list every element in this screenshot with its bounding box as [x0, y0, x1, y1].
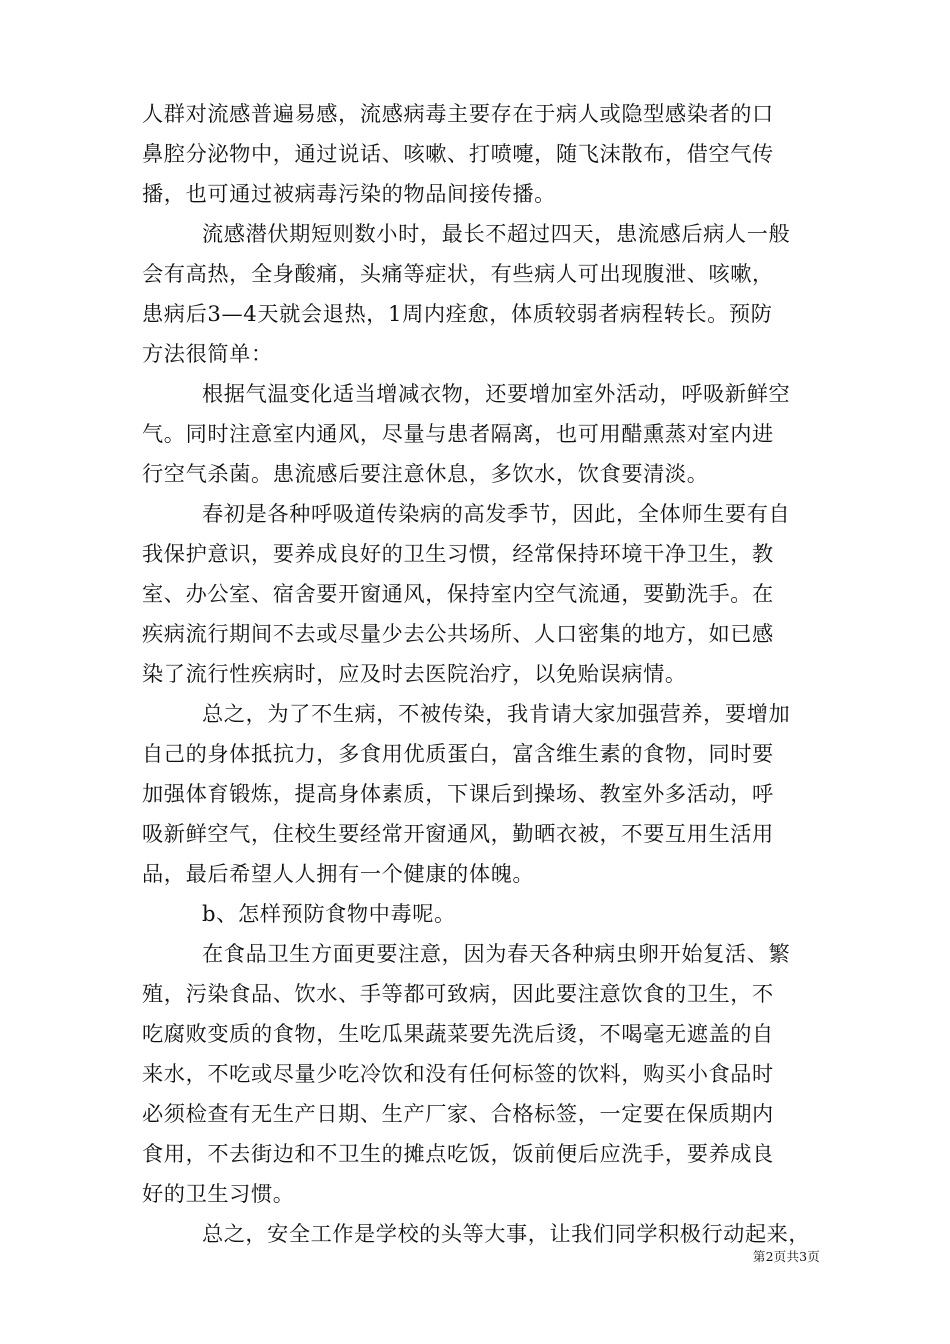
- paragraph: [142, 494, 810, 694]
- text-line: 室、办公室、宿舍要开窗通风，保持室内空气流通，要勤洗手。在: [142, 581, 774, 606]
- text-line: 染了流行性疾病时，应及时去医院治疗，以免贻误病情。: [142, 661, 687, 686]
- text-line: 鼻腔分泌物中，通过说话、咳嗽、打喷嚏，随飞沫散布，借空气传: [142, 141, 774, 166]
- document-body: [142, 94, 810, 1254]
- text-line: 食用，不去街边和不卫生的摊点吃饭，饭前便后应洗手，要养成良: [142, 1141, 774, 1166]
- text-line: 会有高热，全身酸痛，头痛等症状，有些病人可出现腹泄、咳嗽，: [142, 261, 774, 286]
- paragraph: [142, 934, 810, 1214]
- paragraph: [142, 694, 810, 894]
- text-line: 来水，不吃或尽量少吃冷饮和没有任何标签的饮料，购买小食品时: [142, 1061, 774, 1086]
- text-line: 流感潜伏期短则数小时，最长不超过四天，患流感后病人一般: [202, 221, 791, 246]
- text-line: 患病后3—4天就会退热，1周内痊愈，体质较弱者病程转长。预防: [142, 301, 773, 326]
- text-line: 根据气温变化适当增减衣物，还要增加室外活动，呼吸新鲜空: [202, 381, 791, 406]
- text-line: 气。同时注意室内通风，尽量与患者隔离，也可用醋熏蒸对室内进: [142, 421, 774, 446]
- text-line: 吃腐败变质的食物，生吃瓜果蔬菜要先洗后烫，不喝毫无遮盖的自: [142, 1021, 774, 1046]
- text-line: 疾病流行期间不去或尽量少去公共场所、人口密集的地方，如已感: [142, 621, 774, 646]
- paragraph: [142, 214, 810, 374]
- text-line: 行空气杀菌。患流感后要注意休息，多饮水，饮食要清淡。: [142, 461, 709, 486]
- text-line: 加强体育锻炼，提高身体素质，下课后到操场、教室外多活动，呼: [142, 781, 774, 806]
- text-line: 我保护意识，要养成良好的卫生习惯，经常保持环境干净卫生，教: [142, 541, 774, 566]
- text-line: 好的卫生习惯。: [142, 1181, 295, 1206]
- text-line: 总之，为了不生病，不被传染，我肯请大家加强营养，要增加: [202, 701, 791, 726]
- page-number: 第2页共3页: [752, 1249, 820, 1264]
- text-line: 吸新鲜空气，住校生要经常开窗通风，勤晒衣被，不要互用生活用: [142, 821, 774, 846]
- text-line: b、怎样预防食物中毒呢。: [202, 901, 456, 926]
- text-line: 播，也可通过被病毒污染的物品间接传播。: [142, 181, 556, 206]
- text-line: 殖，污染食品、饮水、手等都可致病，因此要注意饮食的卫生，不: [142, 981, 774, 1006]
- text-line: 人群对流感普遍易感，流感病毒主要存在于病人或隐型感染者的口: [142, 101, 774, 126]
- section-heading: [142, 894, 810, 934]
- text-line: 必须检查有无生产日期、生产厂家、合格标签，一定要在保质期内: [142, 1101, 774, 1126]
- paragraph: [142, 94, 810, 214]
- text-line: 品，最后希望人人拥有一个健康的体魄。: [142, 861, 535, 886]
- text-line: 在食品卫生方面更要注意，因为春天各种病虫卵开始复活、繁: [202, 941, 791, 966]
- text-line: 方法很简单：: [142, 341, 273, 366]
- text-line: 总之，安全工作是学校的头等大事，让我们同学积极行动起来，: [202, 1221, 811, 1246]
- paragraph: [142, 374, 810, 494]
- text-line: 自己的身体抵抗力，多食用优质蛋白，富含维生素的食物，同时要: [142, 741, 774, 766]
- text-line: 春初是各种呼吸道传染病的高发季节，因此，全体师生要有自: [202, 501, 791, 526]
